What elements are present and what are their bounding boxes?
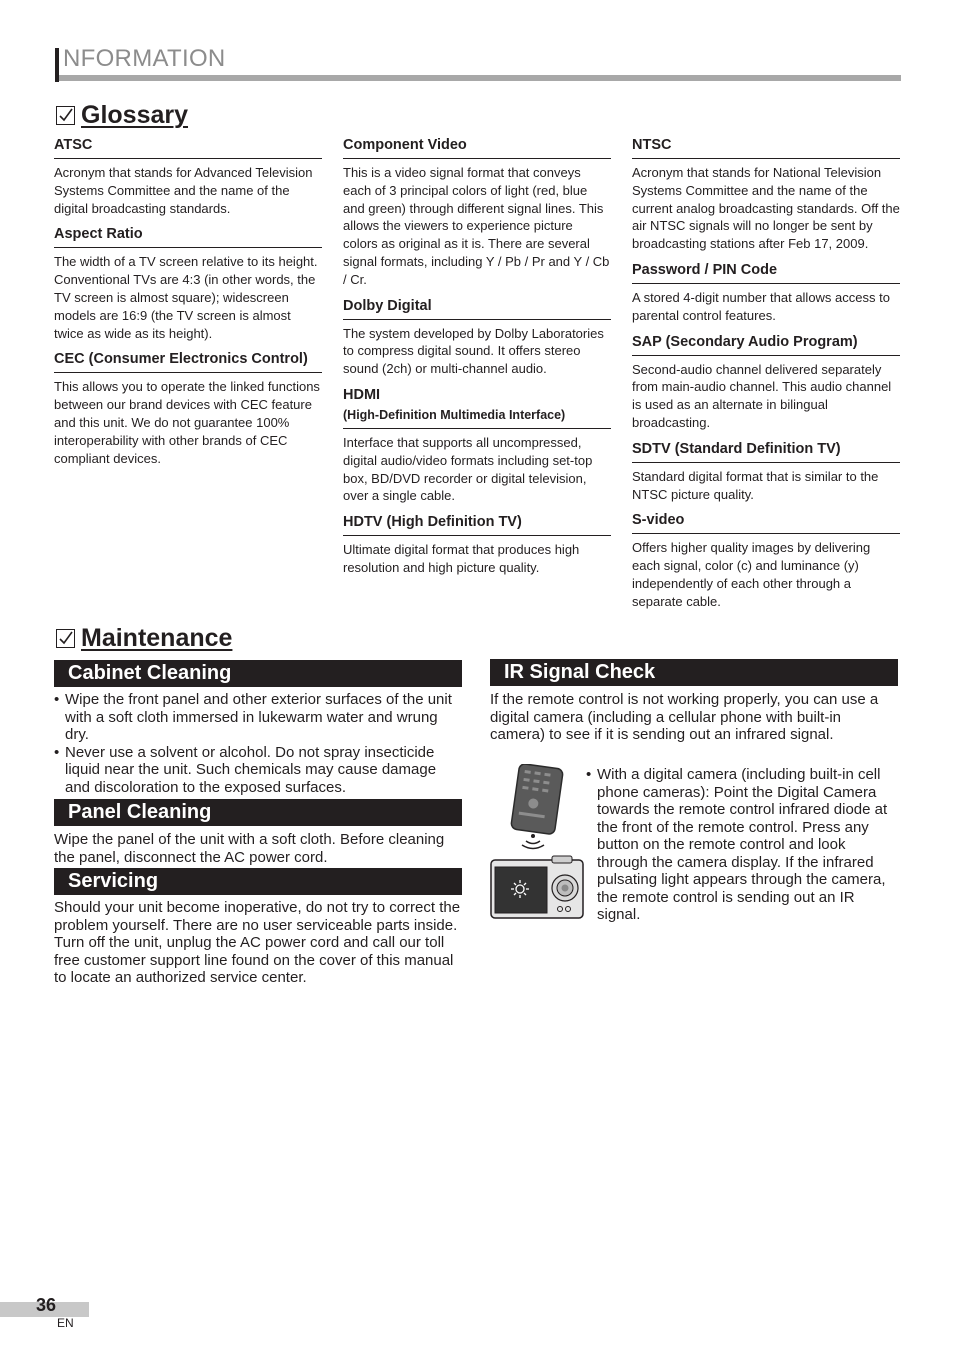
list-item: • Wipe the front panel and other exterior surfaces of the unit with a soft cloth immersed in lukewarm water and wrung dry. — [54, 691, 452, 743]
glossary-term: S-video — [632, 511, 900, 534]
glossary-term: CEC (Consumer Electronics Control) — [54, 350, 322, 373]
glossary-column-2 — [343, 136, 611, 585]
glossary-entry — [343, 136, 611, 289]
glossary-entry — [54, 225, 322, 342]
glossary-term: SAP (Secondary Audio Program) — [632, 333, 900, 356]
glossary-definition: This allows you to operate the linked functions between our brand devices with CEC feature and this unit. We do not guarantee 100% interoperability with other brands of CEC compliant devices. — [54, 379, 320, 466]
remote-control-illustration — [505, 764, 569, 852]
panel-cleaning-text: Wipe the panel of the unit with a soft cloth. Before cleaning the panel, disconnect the AC power cord. — [54, 831, 445, 866]
glossary-definition: A stored 4-digit number that allows access to parental control features. — [632, 289, 890, 323]
glossary-term-subtitle: (High-Definition Multimedia Interface) — [343, 407, 566, 422]
glossary-definition: Offers higher quality images by delivering each signal, color (c) and luminance (y) independently of each other through a separate cable. — [632, 540, 871, 609]
glossary-term — [343, 386, 611, 429]
servicing-text: Should your unit become inoperative, do not try to correct the problem yourself. There are no user serviceable parts inside. Turn off the unit, unplug the AC power cord and call our toll free customer support line found on the cover of this manual to locate an authorized service center. — [54, 899, 461, 986]
bullet-text: With a digital camera (including built-in cell phone cameras): Point the Digital Camera towards the remote control infrared diode at the front of the remote control. Press any button on the remote control and look through the camera display. If the infrared pulsating light appears through the camera, the remote control is sending out an IR signal. — [597, 766, 888, 923]
glossary-term: Dolby Digital — [343, 297, 611, 320]
glossary-column-1 — [54, 136, 322, 475]
glossary-entry — [54, 136, 322, 217]
glossary-column-3 — [632, 136, 900, 619]
glossary-heading-text: Glossary — [81, 101, 189, 129]
language-code: EN — [57, 1316, 74, 1330]
glossary-definition: This is a video signal format that conveys each of 3 principal colors of light (red, blue and green) through different signal lines. This allows the viewers to experience picture colors as original as it is. There are several signal formats, including Y / Pb / Pr and Y / Cb / Cr. — [343, 165, 610, 287]
ir-signal-check-bullet — [586, 766, 896, 924]
glossary-term: Component Video — [343, 136, 611, 159]
glossary-entry — [632, 511, 900, 610]
glossary-term: ATSC — [54, 136, 322, 159]
list-item: • With a digital camera (including built-in cell phone cameras): Point the Digital Camera towards the remote control infrared diode at the front of the remote control. Press any button on the remote control and look through the camera display. If the infrared pulsating light appears through the camera, the remote control is sending out an IR signal. — [586, 766, 888, 923]
glossary-entry — [632, 136, 900, 253]
glossary-entry — [343, 513, 611, 577]
page-number: 36 — [36, 1295, 57, 1315]
maintenance-heading-text: Maintenance — [81, 624, 233, 652]
glossary-entry — [632, 261, 900, 325]
glossary-definition: The width of a TV screen relative to its height. Conventional TVs are 4:3 (in other words, the TV screen is almost square); widescreen models are 16:9 (the TV screen is almost twice as wide as its height). — [54, 254, 318, 341]
checkbox-icon — [56, 106, 75, 125]
cabinet-cleaning-header: Cabinet Cleaning — [54, 660, 462, 687]
glossary-term: HDTV (High Definition TV) — [343, 513, 611, 536]
glossary-entry — [343, 297, 611, 378]
panel-cleaning-header: Panel Cleaning — [54, 799, 462, 826]
bullet-text: Wipe the front panel and other exterior surfaces of the unit with a soft cloth immersed in lukewarm water and wrung dry. — [65, 691, 452, 743]
glossary-term-main: HDMI — [343, 386, 381, 403]
glossary-definition: Second-audio channel delivered separately from main-audio channel. This audio channel is used as an alternate in bilingual broadcasting. — [632, 361, 892, 430]
servicing-header: Servicing — [54, 868, 462, 895]
glossary-term: Password / PIN Code — [632, 261, 900, 284]
glossary-term: NTSC — [632, 136, 900, 159]
cabinet-cleaning-body — [54, 691, 462, 796]
maintenance-heading — [56, 624, 232, 653]
glossary-entry — [632, 440, 900, 504]
glossary-term: SDTV (Standard Definition TV) — [632, 440, 900, 463]
glossary-entry — [343, 386, 611, 505]
glossary-entry — [54, 350, 322, 467]
ir-signal-check-intro: If the remote control is not working properly, you can use a digital camera (including a cellular phone with built-in camera) to see if it is sending out an infrared signal. — [490, 691, 879, 743]
digital-camera-illustration — [490, 855, 586, 921]
bullet-text: Never use a solvent or alcohol. Do not spray insecticide liquid near the unit. Such chemicals may cause damage and discoloration to the exposed surfaces. — [65, 743, 437, 796]
header-title: NFORMATION — [63, 45, 226, 72]
checkbox-icon — [56, 629, 75, 648]
list-item: • Never use a solvent or alcohol. Do not spray insecticide liquid near the unit. Such chemicals may cause damage and discoloration to the exposed surfaces. — [54, 743, 437, 796]
glossary-definition: Interface that supports all uncompressed, digital audio/video formats including set-top box, BD/DVD recorder or digital television, over a single cable. — [343, 434, 593, 504]
glossary-definition: Ultimate digital format that produces high resolution and high picture quality. — [343, 542, 580, 575]
glossary-definition: Acronym that stands for National Television Systems Committee and the name of the current analog broadcasting standards. Off the air NTSC signals will no longer be sent by broadcasting stations after Feb 17, 2009. — [632, 165, 900, 252]
glossary-definition: Standard digital format that is similar to the NTSC picture quality. — [632, 468, 879, 502]
glossary-definition: The system developed by Dolby Laboratories to compress digital sound. It offers stereo sound (2ch) or multi-channel audio. — [343, 325, 604, 377]
glossary-heading — [56, 101, 188, 130]
ir-signal-check-header: IR Signal Check — [490, 659, 898, 686]
header-rule — [59, 75, 901, 81]
glossary-entry — [632, 333, 900, 432]
glossary-definition: Acronym that stands for Advanced Television Systems Committee and the name of the digital broadcasting standards. — [54, 165, 313, 216]
glossary-term: Aspect Ratio — [54, 225, 322, 248]
